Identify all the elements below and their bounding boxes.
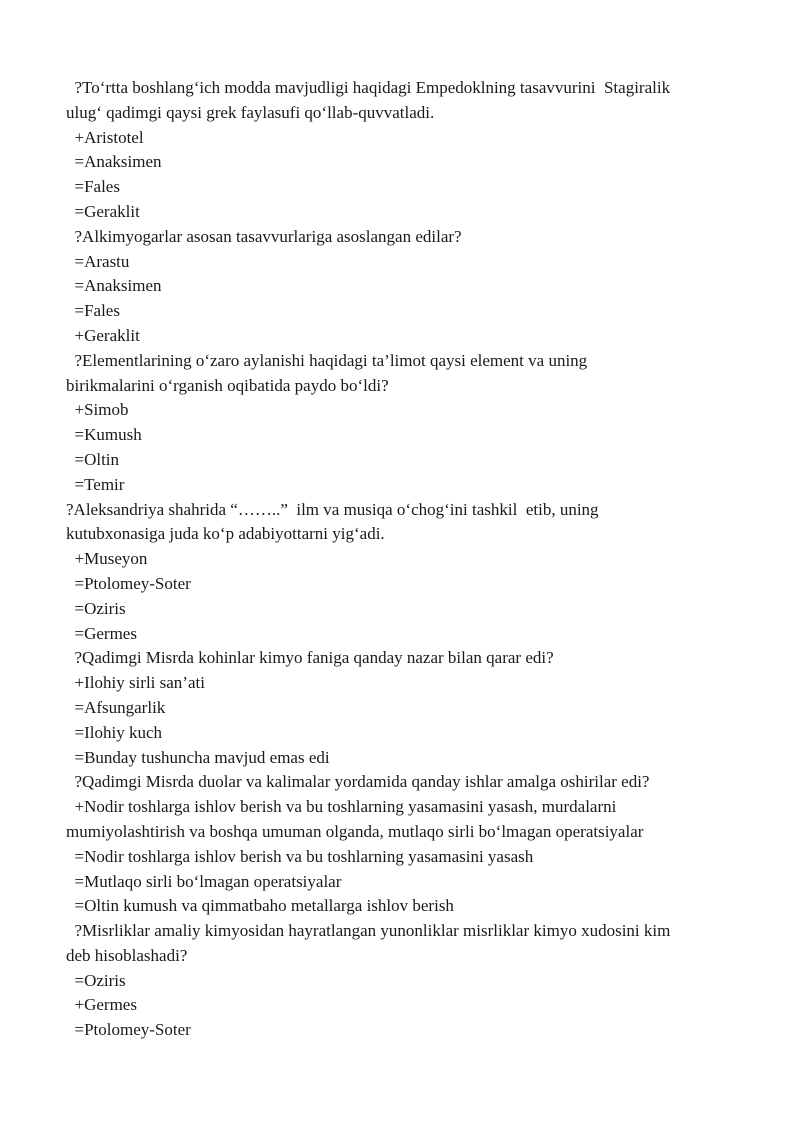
answer-option: =Arastu [66, 251, 130, 271]
answer-option: =Geraklit [66, 201, 140, 221]
answer-option: =Oltin [66, 449, 120, 469]
question-3-line-2: birikmalarini o‘rganish oqibatida paydo bo‘ldi? [66, 375, 389, 395]
answer-option: =Afsungarlik [66, 697, 166, 717]
question-6: ?Qadimgi Misrda duolar va kalimalar yordamida qanday ishlar amalga oshirilar edi? [66, 772, 650, 792]
answer-option: =Temir [66, 474, 125, 494]
answer-option: +Geraklit [66, 325, 140, 345]
answer-option-line-2: mumiyolashtirish va boshqa umuman olganda, mutlaqo sirli bo‘lmagan operatsiyalar [66, 821, 644, 841]
question-1-line-1: ?To‘rtta boshlang‘ich modda mavjudligi haqidagi Empedoklning tasavvurini Stagiralik [66, 78, 671, 97]
answer-option: =Ilohiy kuch [66, 722, 162, 742]
question-4-line-1: ?Aleksandriya shahrida “……..” ilm va musiqa o‘chog‘ini tashkil etib, uning [66, 499, 599, 519]
question-5: ?Qadimgi Misrda kohinlar kimyo faniga qanday nazar bilan qarar edi? [66, 648, 554, 668]
answer-option: =Ptolomey-Soter [66, 1020, 191, 1040]
answer-option: =Oltin kumush va qimmatbaho metallarga ishlov berish [66, 896, 454, 916]
answer-option: +Museyon [66, 549, 148, 569]
answer-option: =Bunday tushuncha mavjud emas edi [66, 747, 330, 767]
answer-option: =Anaksimen [66, 276, 162, 296]
answer-option: =Mutlaqo sirli bo‘lmagan operatsiyalar [66, 871, 342, 891]
answer-option: =Kumush [66, 425, 142, 445]
answer-option: =Fales [66, 177, 120, 197]
answer-option: =Oziris [66, 970, 126, 990]
question-4-line-2: kutubxonasiga juda ko‘p adabiyottarni yig‘adi. [66, 524, 385, 544]
answer-option: =Ptolomey-Soter [66, 573, 191, 593]
answer-option: =Anaksimen [66, 152, 162, 172]
answer-option: =Nodir toshlarga ishlov berish va bu toshlarning yasamasini yasash [66, 846, 534, 866]
answer-option: +Simob [66, 400, 129, 420]
question-7-line-1: ?Misrliklar amaliy kimyosidan hayratlangan yunonliklar misrliklar kimyo xudosini kim [66, 921, 671, 941]
question-2: ?Alkimyogarlar asosan tasavvurlariga asoslangan edilar? [66, 226, 462, 246]
answer-option-line-1: +Nodir toshlarga ishlov berish va bu toshlarning yasamasini yasash, murdalarni [66, 797, 617, 817]
document-body [66, 76, 756, 1043]
question-3-line-1: ?Elementlarining o‘zaro aylanishi haqidagi ta’limot qaysi element va uning [66, 350, 588, 370]
answer-option: +Aristotel [66, 127, 144, 147]
answer-option: =Oziris [66, 598, 126, 618]
answer-option: =Fales [66, 301, 120, 321]
question-7-line-2: deb hisoblashadi? [66, 945, 188, 965]
answer-option: =Germes [66, 623, 137, 643]
question-1-line-2: ulug‘ qadimgi qaysi grek faylasufi qo‘llab-quvvatladi. [66, 102, 435, 122]
answer-option: +Germes [66, 995, 137, 1015]
answer-option: +Ilohiy sirli san’ati [66, 673, 205, 693]
